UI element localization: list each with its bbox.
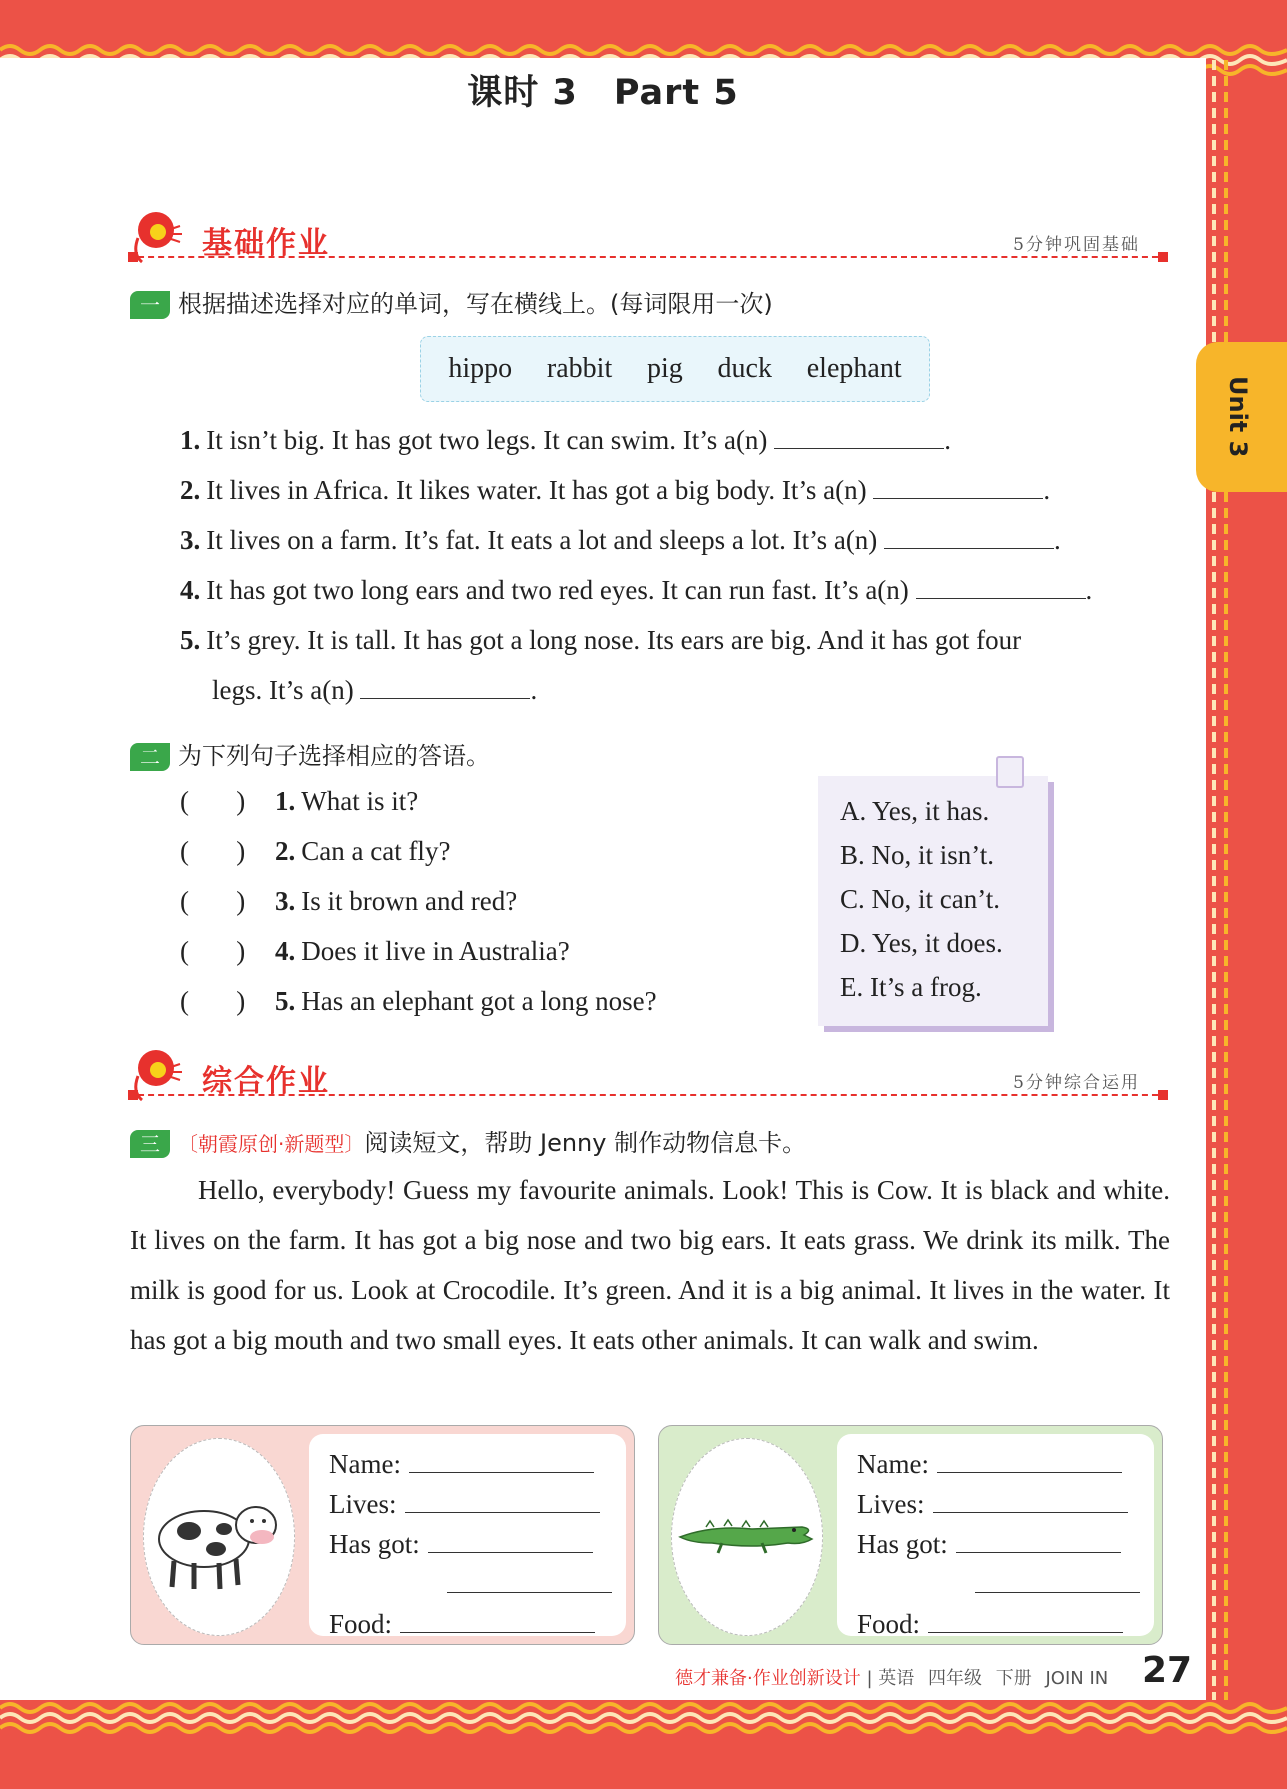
q1-sentence-5	[180, 615, 1170, 665]
field-label: Lives:	[329, 1489, 397, 1519]
question-3-instruction: 阅读短文，帮助 Jenny 制作动物信息卡。	[364, 1129, 807, 1157]
q1-item-number: 2.	[180, 475, 201, 505]
q1-item-number: 4.	[180, 575, 201, 605]
page-footer: 德才兼备·作业创新设计 | 英语 四年级 下册 JOIN IN	[675, 1668, 1109, 1689]
crocodile-card-fields	[837, 1434, 1154, 1639]
field-blank[interactable]	[405, 1484, 600, 1513]
q1-item-number: 1.	[180, 425, 201, 455]
q1-sentence-1: 1. It isn’t big. It has got two legs. It can swim. It’s a(n) .	[180, 415, 1170, 465]
q1-sentence-5-cont: legs. It’s a(n) .	[212, 665, 1202, 715]
question-1-instruction: 根据描述选择对应的单词，写在横线上。(每词限用一次)	[178, 290, 773, 318]
field-label: Food:	[329, 1609, 393, 1639]
cow-card-fields	[309, 1434, 626, 1639]
cow-icon	[144, 1439, 294, 1635]
answer-paren[interactable]: ( )	[180, 786, 246, 816]
unit-tab-label: Unit 3	[1224, 376, 1252, 458]
bottom-wave-border	[0, 1700, 1287, 1740]
q1-item-text: legs. It’s a(n)	[212, 675, 354, 705]
q2-item-number: 4.	[275, 936, 296, 966]
answer-option: A. Yes, it has.	[840, 796, 990, 826]
answer-blank[interactable]	[884, 520, 1054, 549]
q1-item-text: It lives on a farm. It’s fat. It eats a lot and sleeps a lot. It’s a(n)	[206, 525, 878, 555]
field-label: Food:	[857, 1609, 921, 1639]
q1-sentence-2: 2. It lives in Africa. It likes water. It has got a big body. It’s a(n) .	[180, 465, 1170, 515]
card-field-has-got-cont	[447, 1564, 612, 1600]
page-title: 课时 3 Part 5	[467, 73, 739, 113]
q2-row-1	[180, 776, 418, 826]
card-field-name	[329, 1444, 594, 1480]
section-comprehensive-title: 综合作业	[202, 1064, 330, 1099]
answer-option: E. It’s a frog.	[840, 972, 982, 1002]
q2-item-text: Is it brown and red?	[301, 886, 518, 916]
answer-paren[interactable]: ( )	[180, 986, 246, 1016]
field-blank[interactable]	[933, 1484, 1128, 1513]
field-label: Name:	[857, 1449, 929, 1479]
q1-item-text: It lives in Africa. It likes water. It has got a big body. It’s a(n)	[206, 475, 867, 505]
footer-edition: JOIN IN	[1045, 1668, 1109, 1689]
q1-item-text: It’s grey. It is tall. It has got a long nose. Its ears are big. And it has got four	[206, 625, 1022, 655]
answer-option: D. Yes, it does.	[840, 928, 1003, 958]
field-label: Has got:	[857, 1529, 948, 1559]
field-blank[interactable]	[937, 1444, 1122, 1473]
footer-term: 下册	[995, 1668, 1032, 1689]
section-basic-title: 基础作业	[202, 226, 330, 261]
question-3-heading	[130, 1123, 806, 1158]
q1-item-text: It has got two long ears and two red eyes. It can run fast. It’s a(n)	[206, 575, 909, 605]
field-blank[interactable]	[928, 1604, 1123, 1633]
question-1-heading	[130, 284, 773, 319]
q1-item-text: It isn’t big. It has got two legs. It can swim. It’s a(n)	[206, 425, 768, 455]
field-blank[interactable]	[428, 1524, 593, 1553]
q2-row-3	[180, 876, 517, 926]
page-number: 27	[1142, 1650, 1193, 1691]
word-bank-item: elephant	[806, 353, 902, 384]
answer-paren[interactable]: ( )	[180, 936, 246, 966]
field-label: Name:	[329, 1449, 401, 1479]
q1-sentence-3: 3. It lives on a farm. It’s fat. It eats a lot and sleeps a lot. It’s a(n) .	[180, 515, 1170, 565]
animal-card-crocodile	[658, 1425, 1163, 1645]
section-comprehensive-divider	[128, 1094, 1168, 1096]
q2-row-5	[180, 976, 657, 1026]
q2-item-number: 2.	[275, 836, 296, 866]
unit-tab	[1196, 342, 1287, 492]
card-field-has-got	[329, 1524, 593, 1560]
word-bank-item: duck	[717, 353, 772, 384]
question-3-badge: 三	[130, 1130, 170, 1158]
field-blank[interactable]	[956, 1524, 1121, 1553]
q2-row-2	[180, 826, 450, 876]
section-basic-header	[128, 208, 1168, 268]
q2-row-4	[180, 926, 570, 976]
question-2-heading	[130, 736, 490, 771]
answer-blank[interactable]	[873, 470, 1043, 499]
card-field-has-got	[857, 1524, 1121, 1560]
cow-image-frame	[143, 1438, 295, 1636]
animal-card-cow	[130, 1425, 635, 1645]
field-label: Has got:	[329, 1529, 420, 1559]
q1-item-number: 5.	[180, 625, 201, 655]
footer-brand: 德才兼备·作业创新设计	[675, 1668, 861, 1689]
reading-passage: Hello, everybody! Guess my favourite animals. Look! This is Cow. It is black and white. It lives on the farm. It has got a big nose and two big ears. It eats grass. We drink its milk. The milk is good for us. Look at Crocodile. It’s green. And it is a big animal. It lives in the water. It has got a big mouth and two small eyes. It eats other animals. It can walk and swim.	[130, 1175, 1170, 1355]
card-field-has-got-cont	[975, 1564, 1140, 1600]
answer-paren[interactable]: ( )	[180, 836, 246, 866]
field-blank[interactable]	[409, 1444, 594, 1473]
card-field-lives	[857, 1484, 1128, 1520]
q2-item-text: Can a cat fly?	[301, 836, 451, 866]
word-bank-item: pig	[647, 353, 683, 384]
answer-option: B. No, it isn’t.	[840, 840, 995, 870]
q2-item-number: 1.	[275, 786, 296, 816]
question-3-tag: 〔朝霞原创·新题型〕	[178, 1132, 365, 1156]
card-field-food	[857, 1604, 1123, 1640]
card-field-lives	[329, 1484, 600, 1520]
answer-blank[interactable]	[916, 570, 1086, 599]
answer-option: C. No, it can’t.	[840, 884, 1000, 914]
q1-sentence-4: 4. It has got two long ears and two red eyes. It can run fast. It’s a(n) .	[180, 565, 1170, 615]
question-1-badge: 一	[130, 291, 170, 319]
q2-item-text: Has an elephant got a long nose?	[301, 986, 657, 1016]
card-field-name	[857, 1444, 1122, 1480]
q2-item-text: Does it live in Australia?	[301, 936, 570, 966]
q1-item-number: 3.	[180, 525, 201, 555]
q2-item-number: 5.	[275, 986, 296, 1016]
answer-blank[interactable]	[360, 670, 530, 699]
paper-clip-icon	[996, 756, 1024, 788]
word-bank-item: hippo	[448, 353, 513, 384]
field-blank[interactable]	[975, 1564, 1140, 1593]
word-bank	[420, 336, 930, 402]
answer-options-box	[818, 776, 1048, 1026]
q2-item-number: 3.	[275, 886, 296, 916]
answer-blank[interactable]	[774, 420, 944, 449]
field-blank[interactable]	[447, 1564, 612, 1593]
section-basic-divider	[128, 256, 1168, 258]
question-2-instruction: 为下列句子选择相应的答语。	[178, 742, 490, 770]
answer-paren[interactable]: ( )	[180, 886, 246, 916]
section-basic-note: 5分钟巩固基础	[1013, 235, 1140, 255]
card-field-food	[329, 1604, 595, 1640]
q2-item-text: What is it?	[301, 786, 419, 816]
footer-grade: 四年级	[928, 1668, 983, 1689]
crocodile-icon	[672, 1439, 822, 1635]
field-label: Lives:	[857, 1489, 925, 1519]
footer-subject: 英语	[878, 1668, 915, 1689]
field-blank[interactable]	[400, 1604, 595, 1633]
crocodile-image-frame	[671, 1438, 823, 1636]
section-comprehensive-header	[128, 1046, 1168, 1106]
question-2-badge: 二	[130, 743, 170, 771]
word-bank-item: rabbit	[546, 353, 613, 384]
section-comprehensive-note: 5分钟综合运用	[1013, 1073, 1140, 1093]
